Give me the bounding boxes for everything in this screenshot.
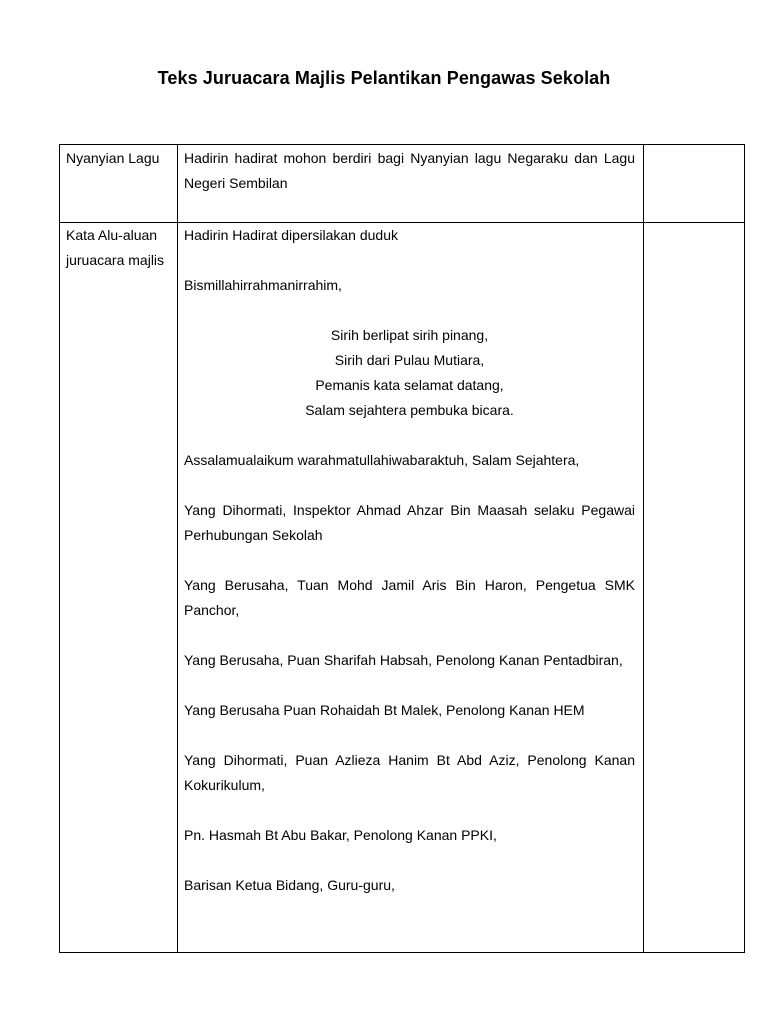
script-table <box>59 144 745 953</box>
row-label-cell <box>60 145 178 223</box>
pantun-line: Sirih berlipat sirih pinang, <box>330 327 489 343</box>
greeting-paragraph: Barisan Ketua Bidang, Guru-guru, <box>184 877 395 893</box>
row-notes-cell <box>644 223 745 953</box>
row-label: Kata Alu-aluan juruacara majlis <box>66 227 165 268</box>
row-content-cell <box>178 223 644 953</box>
pantun-line: Salam sejahtera pembuka bicara. <box>305 402 514 418</box>
row-label-cell <box>60 223 178 953</box>
row-label: Nyanyian Lagu <box>66 150 160 166</box>
row-content-cell <box>178 145 644 223</box>
greeting-paragraph: Yang Dihormati, Puan Azlieza Hanim Bt Abd Aziz, Penolong Kanan Kokurikulum, <box>184 752 635 793</box>
document-title: Teks Juruacara Majlis Pelantikan Pengawas Sekolah <box>157 68 611 88</box>
table-row-nyanyian-lagu <box>60 145 745 223</box>
pantun-line: Sirih dari Pulau Mutiara, <box>334 352 485 368</box>
opening-paragraph: Hadirin Hadirat dipersilakan duduk <box>184 227 399 243</box>
greeting-paragraph: Pn. Hasmah Bt Abu Bakar, Penolong Kanan PPKI, <box>184 827 497 843</box>
greeting-paragraph: Assalamualaikum warahmatullahiwabaraktuh, Salam Sejahtera, <box>184 452 580 468</box>
greeting-paragraph: Yang Berusaha Puan Rohaidah Bt Malek, Penolong Kanan HEM <box>184 702 585 718</box>
table-row-kata-alu-aluan <box>60 223 745 953</box>
greeting-paragraph: Yang Dihormati, Inspektor Ahmad Ahzar Bin Maasah selaku Pegawai Perhubungan Sekolah <box>184 502 635 543</box>
pantun-verse <box>184 323 635 423</box>
opening-paragraph: Bismillahirrahmanirrahim, <box>184 277 342 293</box>
greeting-paragraph: Yang Berusaha, Puan Sharifah Habsah, Penolong Kanan Pentadbiran, <box>184 652 623 668</box>
row-notes-cell <box>644 145 745 223</box>
instruction-paragraph: Hadirin hadirat mohon berdiri bagi Nyanyian lagu Negaraku dan Lagu Negeri Sembilan <box>184 150 635 191</box>
greeting-paragraph: Yang Berusaha, Tuan Mohd Jamil Aris Bin Haron, Pengetua SMK Panchor, <box>184 577 635 618</box>
pantun-line: Pemanis kata selamat datang, <box>315 377 504 393</box>
